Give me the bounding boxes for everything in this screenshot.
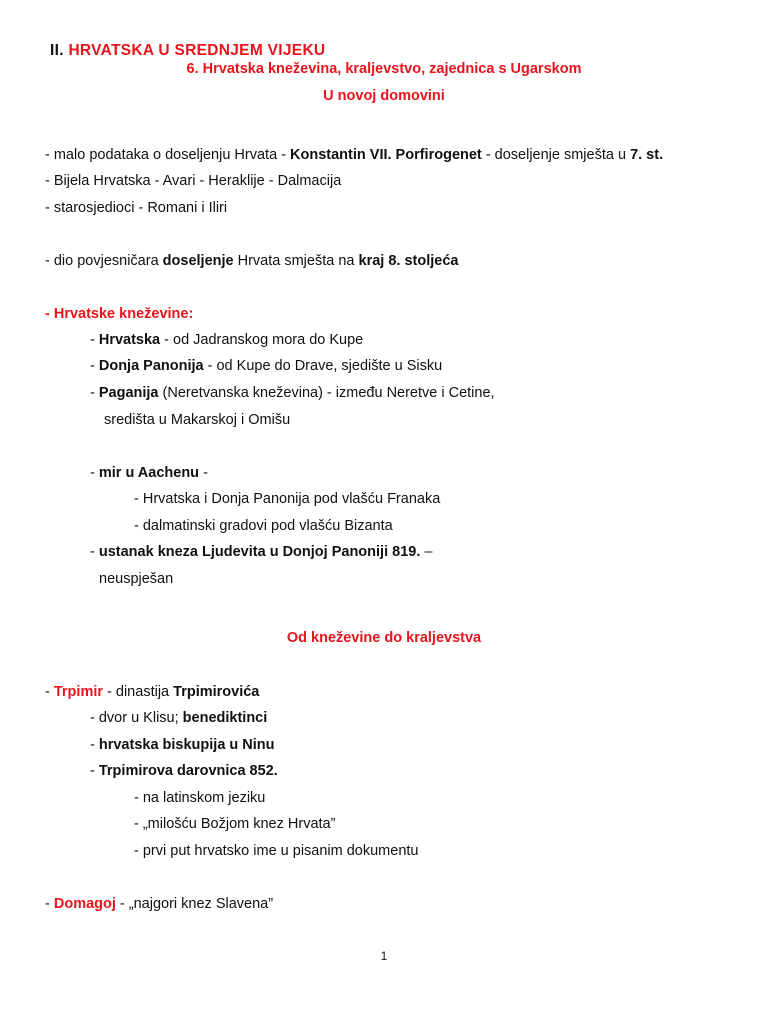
text: - [90, 465, 99, 481]
text: - [90, 332, 99, 348]
line-bijela-hrvatska: - Bijela Hrvatska - Avari - Heraklije - Dalmacija [45, 173, 342, 189]
chapter-number: II. [50, 42, 64, 59]
line-trpimir [45, 683, 259, 701]
bold-text: Hrvatska [98, 332, 161, 348]
text: - [45, 684, 54, 700]
bold-text: ustanak kneza Ljudevita u Donjoj Panoniji 819. [98, 544, 421, 560]
text: - dio povjesničara [45, 253, 163, 269]
item-hrvatska [90, 331, 363, 349]
text: - [199, 465, 208, 481]
item-paganija [90, 384, 495, 402]
text: - [90, 737, 99, 753]
chapter-title: HRVATSKA U SREDNJEM VIJEKU [68, 42, 326, 59]
text: - od Kupe do Drave, sjedište u Sisku [203, 358, 443, 374]
item-ustanak-ljudevita [90, 543, 432, 561]
bold-text: Konstantin VII. Porfirogenet [290, 147, 482, 163]
bold-text: hrvatska biskupija u Ninu [98, 737, 275, 753]
text: - [45, 896, 54, 912]
text: - dinastija [103, 684, 174, 700]
red-bold-text: Trpimir [53, 684, 104, 700]
bold-text: kraj 8. stoljeća [358, 253, 459, 269]
bold-text: 7. st. [630, 147, 664, 163]
item-donja-panonija [90, 357, 442, 375]
document-subtitle: 6. Hrvatska kneževina, kraljevstvo, zajednica s Ugarskom [186, 61, 582, 77]
bold-text: mir u Aachenu [98, 465, 200, 481]
item-paganija-continued: središta u Makarskoj i Omišu [104, 412, 291, 428]
bold-text: Paganija [98, 385, 159, 401]
bold-text: Trpimirova darovnica 852. [98, 763, 278, 779]
item-trpimirova-darovnica [90, 762, 278, 780]
text: - „najgori knez Slavena” [115, 896, 274, 912]
text: – [420, 544, 433, 560]
bold-text: benediktinci [182, 710, 268, 726]
text: - [90, 763, 99, 779]
red-bold-text: Domagoj [53, 896, 116, 912]
section-heading-kraljevstvo: Od kneževine do kraljevstva [286, 630, 482, 646]
line-domagoj [45, 895, 273, 913]
line-starosjedioci: - starosjedioci - Romani i Iliri [45, 200, 228, 216]
text: - [90, 385, 99, 401]
line-doseljenje [45, 146, 663, 164]
subitem-franci: - Hrvatska i Donja Panonija pod vlašću Franaka [134, 491, 441, 507]
subitem-bizant: - dalmatinski gradovi pod vlašću Bizanta [134, 518, 393, 534]
text: - od Jadranskog mora do Kupe [160, 332, 364, 348]
page-number: 1 [380, 949, 388, 963]
bold-text: Donja Panonija [98, 358, 204, 374]
item-mir-u-aachenu [90, 464, 208, 482]
text: Hrvata smješta na [233, 253, 359, 269]
subitem-hrvatsko-ime: - prvi put hrvatsko ime u pisanim dokumentu [134, 843, 419, 859]
bold-text: doseljenje [162, 253, 234, 269]
text: - [90, 544, 99, 560]
item-biskupija-nin [90, 736, 275, 754]
subitem-milostu-bozjom: - „milošću Božjom knez Hrvata” [134, 816, 336, 832]
item-dvor-u-klisu [90, 709, 267, 727]
heading-hrvatske-knezevine: - Hrvatske kneževine: [45, 306, 194, 322]
chapter-heading [50, 42, 325, 60]
text: - malo podataka o doseljenju Hrvata - [45, 147, 291, 163]
item-ustanak-continued: neuspješan [99, 571, 174, 587]
subitem-latinski: - na latinskom jeziku [134, 790, 266, 806]
bold-text: Trpimirovića [173, 684, 260, 700]
line-povjesnicari [45, 252, 458, 270]
text: (Neretvanska kneževina) - između Neretve i Cetine, [158, 385, 495, 401]
text: - dvor u Klisu; [90, 710, 183, 726]
text: - [90, 358, 99, 374]
section-heading-nova-domovina: U novoj domovini [323, 88, 445, 104]
text: - doseljenje smješta u [481, 147, 631, 163]
